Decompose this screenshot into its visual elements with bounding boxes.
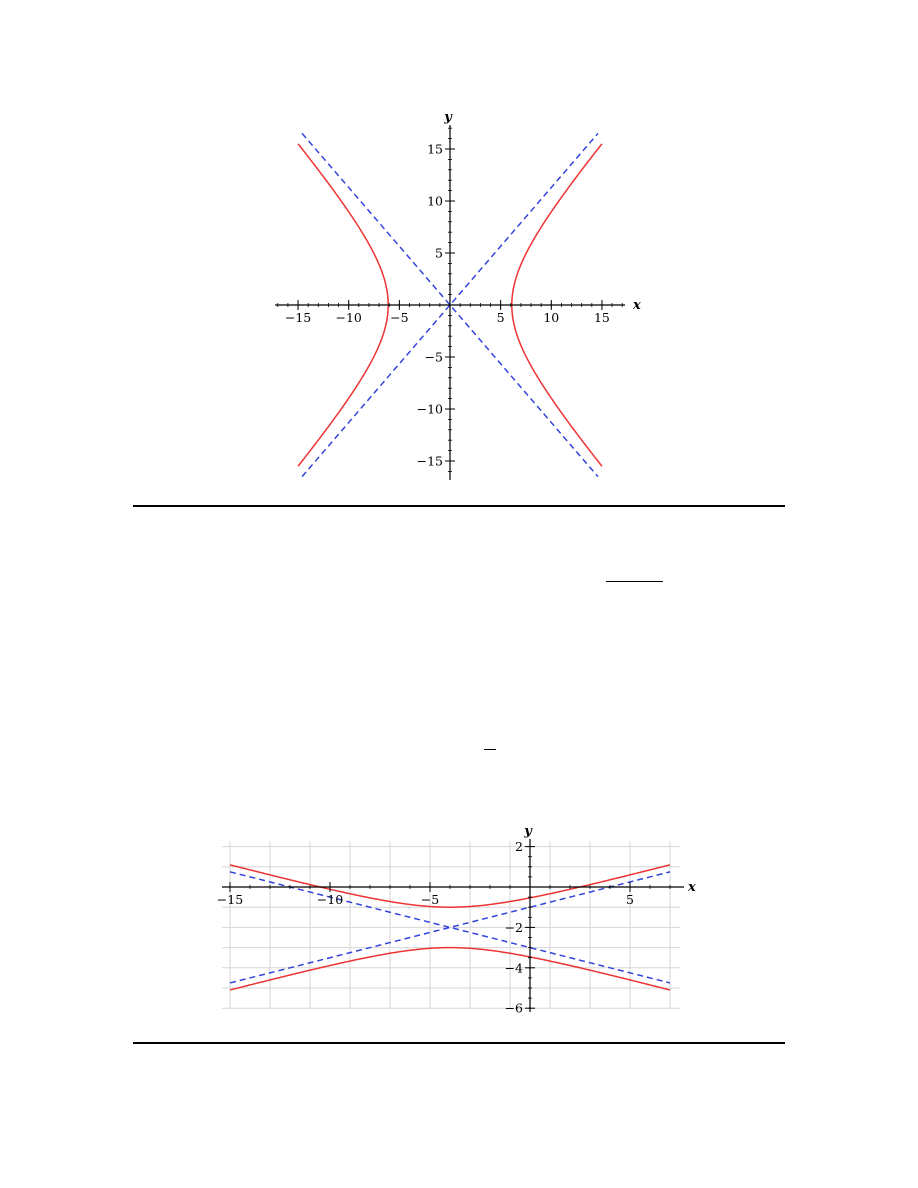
hyperbola-lower-branch	[230, 948, 670, 990]
y-tick-label: −10	[416, 401, 443, 417]
y-tick-label: 2	[515, 839, 523, 855]
y-tick-label: −5	[424, 349, 443, 365]
y-tick-label: −6	[504, 1000, 523, 1016]
x-tick-label: −10	[316, 892, 344, 907]
hyperbola-chart-2	[0, 815, 918, 1030]
x-tick-label: 10	[543, 310, 560, 325]
x-tick-label: 5	[496, 310, 505, 325]
x-tick-label: −15	[216, 892, 244, 907]
hyperbola-chart-1	[0, 0, 918, 500]
fraction-bar	[606, 581, 663, 582]
y-tick-label: −15	[416, 453, 443, 469]
x-tick-label: −10	[335, 310, 362, 325]
x-tick-label: −5	[390, 310, 409, 325]
x-axis-label: x	[688, 880, 696, 895]
y-tick-label: −2	[504, 919, 523, 935]
fraction-bar	[484, 749, 496, 750]
x-tick-label: −5	[420, 892, 440, 907]
y-axis-label: y	[524, 824, 532, 839]
y-tick-label: 10	[427, 193, 443, 209]
section-divider	[133, 505, 785, 507]
x-tick-label: 5	[626, 892, 634, 907]
x-tick-label: −15	[284, 310, 312, 325]
y-tick-label: 5	[435, 245, 443, 261]
x-tick-label: 15	[593, 310, 610, 325]
y-tick-label: 15	[427, 141, 443, 157]
y-tick-label: −4	[504, 960, 523, 976]
section-divider	[133, 1042, 785, 1044]
y-axis-label: y	[444, 110, 452, 125]
x-axis-label: x	[633, 298, 641, 313]
grid	[222, 841, 680, 1009]
